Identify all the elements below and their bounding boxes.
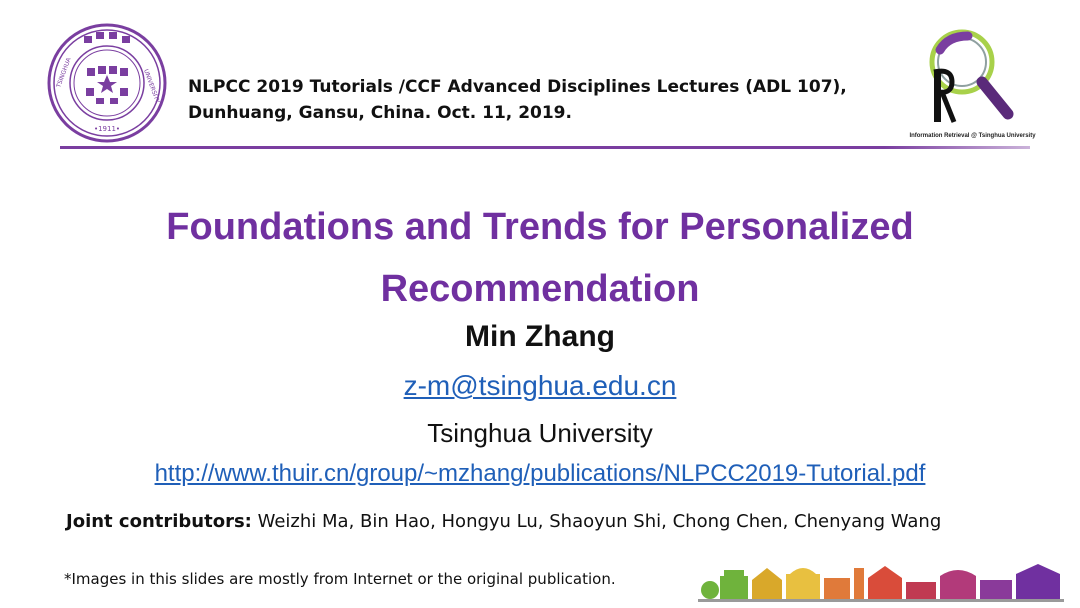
ir-magnifier-logo bbox=[912, 22, 1030, 144]
ir-logo-caption: Information Retrieval @ Tsinghua University bbox=[909, 133, 1036, 139]
joint-contributors bbox=[66, 511, 941, 532]
affiliation: Tsinghua University bbox=[427, 418, 653, 448]
svg-text:•1911•: •1911• bbox=[93, 125, 121, 133]
tsinghua-seal-logo bbox=[46, 22, 168, 144]
slide-title-line-1: Foundations and Trends for Personalized bbox=[166, 206, 914, 248]
footnote: *Images in this slides are mostly from Internet or the original publication. bbox=[64, 570, 616, 588]
svg-text:TSINGHUA: TSINGHUA bbox=[55, 56, 73, 89]
contributors-label: Joint contributors: bbox=[66, 511, 252, 532]
svg-text:UNIVERSITY: UNIVERSITY bbox=[142, 68, 161, 105]
tutorial-url-link[interactable]: http://www.thuir.cn/group/~mzhang/publications/NLPCC2019-Tutorial.pdf bbox=[154, 460, 926, 487]
campus-skyline-illustration bbox=[698, 562, 1064, 602]
contributors-names: Weizhi Ma, Bin Hao, Hongyu Lu, Shaoyun Shi, Chong Chen, Chenyang Wang bbox=[251, 511, 942, 532]
header-text bbox=[188, 74, 847, 126]
slide-title-line-2: Recommendation bbox=[380, 268, 700, 310]
header-line-1: NLPCC 2019 Tutorials /CCF Advanced Disciplines Lectures (ADL 107), bbox=[188, 77, 847, 97]
email-link[interactable]: z-m@tsinghua.edu.cn bbox=[403, 370, 677, 401]
header-line-2: Dunhuang, Gansu, China. Oct. 11, 2019. bbox=[188, 103, 572, 123]
header-divider bbox=[60, 146, 1030, 149]
author-name: Min Zhang bbox=[465, 320, 615, 353]
